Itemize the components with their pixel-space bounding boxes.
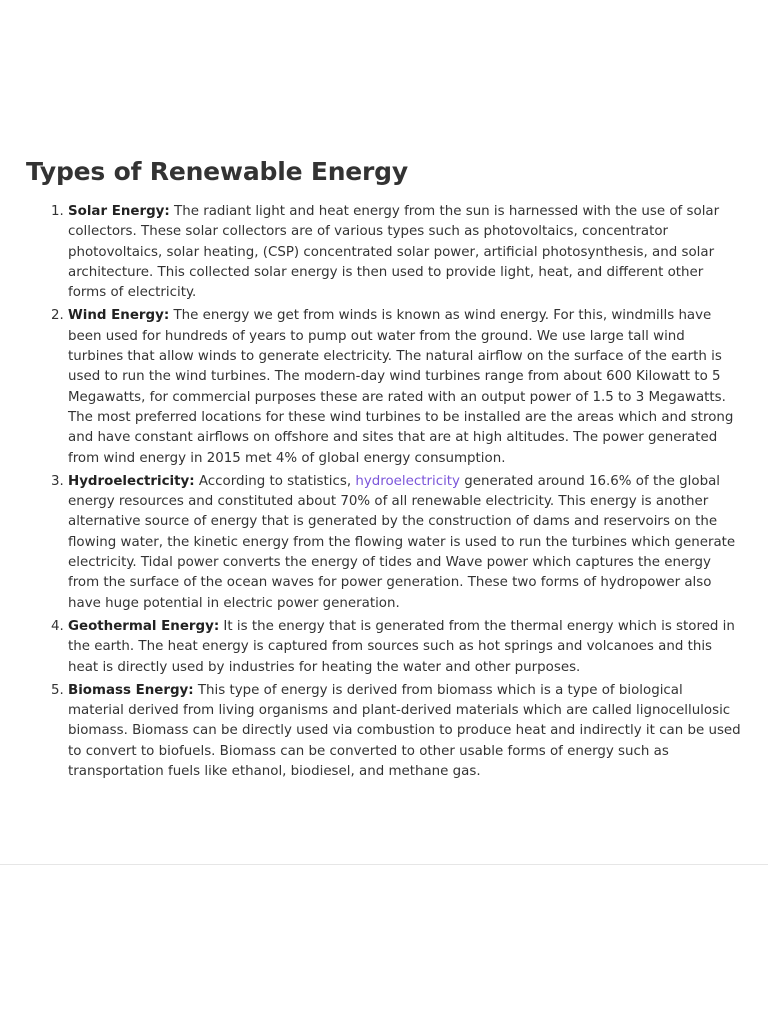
list-item-term: Biomass Energy:	[68, 682, 194, 698]
list-item-description: This type of energy is derived from biomass which is a type of biological material derived from living organisms and plant-derived materials which are called lignocellulosic biomass. Biomass can be directly used via combustion to produce heat and indirectly it can be used to convert to biofuels. Biomass can be converted to other usable forms of energy such as transportation fuels like ethanol, biodiesel, and methane gas.	[68, 682, 741, 780]
list-item-hydroelectricity	[26, 472, 742, 614]
list-item-biomass-energy	[26, 681, 742, 782]
list-item-number: 5.	[51, 682, 64, 698]
list-item-solar-energy	[26, 202, 742, 303]
list-item-number: 4.	[51, 618, 64, 634]
article	[26, 152, 742, 785]
list-item-wind-energy	[26, 306, 742, 468]
energy-type-list	[26, 202, 742, 782]
list-item-description-lead: According to statistics,	[194, 473, 356, 489]
list-item-number: 2.	[51, 308, 64, 324]
list-item-description: generated around 16.6% of the global energy resources and constituted about 70% of all renewable electricity. This energy is another alternative source of energy that is generated by the construction of dams and reservoirs on the flowing water, the kinetic energy from the flowing water is used to run the turbines which generate electricity. Tidal power converts the energy of tides and Wave power which captures the energy from the surface of the ocean waves for power generation. These two forms of hydropower also have huge potential in electric power generation.	[68, 473, 736, 611]
list-item-term: Hydroelectricity:	[68, 473, 195, 489]
list-item-number: 3.	[51, 473, 64, 489]
page-title: Types of Renewable Energy	[26, 157, 408, 186]
hydroelectricity-link[interactable]: hydroelectricity	[355, 473, 460, 489]
list-item-term: Wind Energy:	[68, 308, 170, 324]
list-item-description: It is the energy that is generated from the thermal energy which is stored in the earth. The heat energy is captured from sources such as hot springs and volcanoes and this heat is directly used by industries for heating the water and other purposes.	[68, 618, 735, 675]
list-item-description: The energy we get from winds is known as wind energy. For this, windmills have been used for hundreds of years to pump out water from the ground. We use large tall wind turbines that allow winds to generate electricity. The natural airflow on the surface of the earth is used to run the wind turbines. The modern-day wind turbines range from about 600 Kilowatt to 5 Megawatts, for commercial purposes these are rated with an output power of 1.5 to 3 Megawatts. The most preferred locations for these wind turbines to be installed are the areas which and strong and have constant airflows on offshore and sites that are at high altitudes. The power generated from wind energy in 2015 met 4% of global energy consumption.	[68, 308, 734, 466]
list-item-geothermal-energy	[26, 617, 742, 678]
list-item-number: 1.	[51, 204, 64, 219]
section-divider	[0, 864, 768, 865]
list-item-description: The radiant light and heat energy from the sun is harnessed with the use of solar collectors. These solar collectors are of various types such as photovoltaics, concentrator photovoltaics, solar heating, (CSP) concentrated solar power, artificial photosynthesis, and solar architecture. This collected solar energy is then used to provide light, heat, and different other forms of electricity.	[68, 204, 720, 301]
list-item-term: Solar Energy:	[68, 204, 170, 219]
list-item-term: Geothermal Energy:	[68, 618, 220, 634]
